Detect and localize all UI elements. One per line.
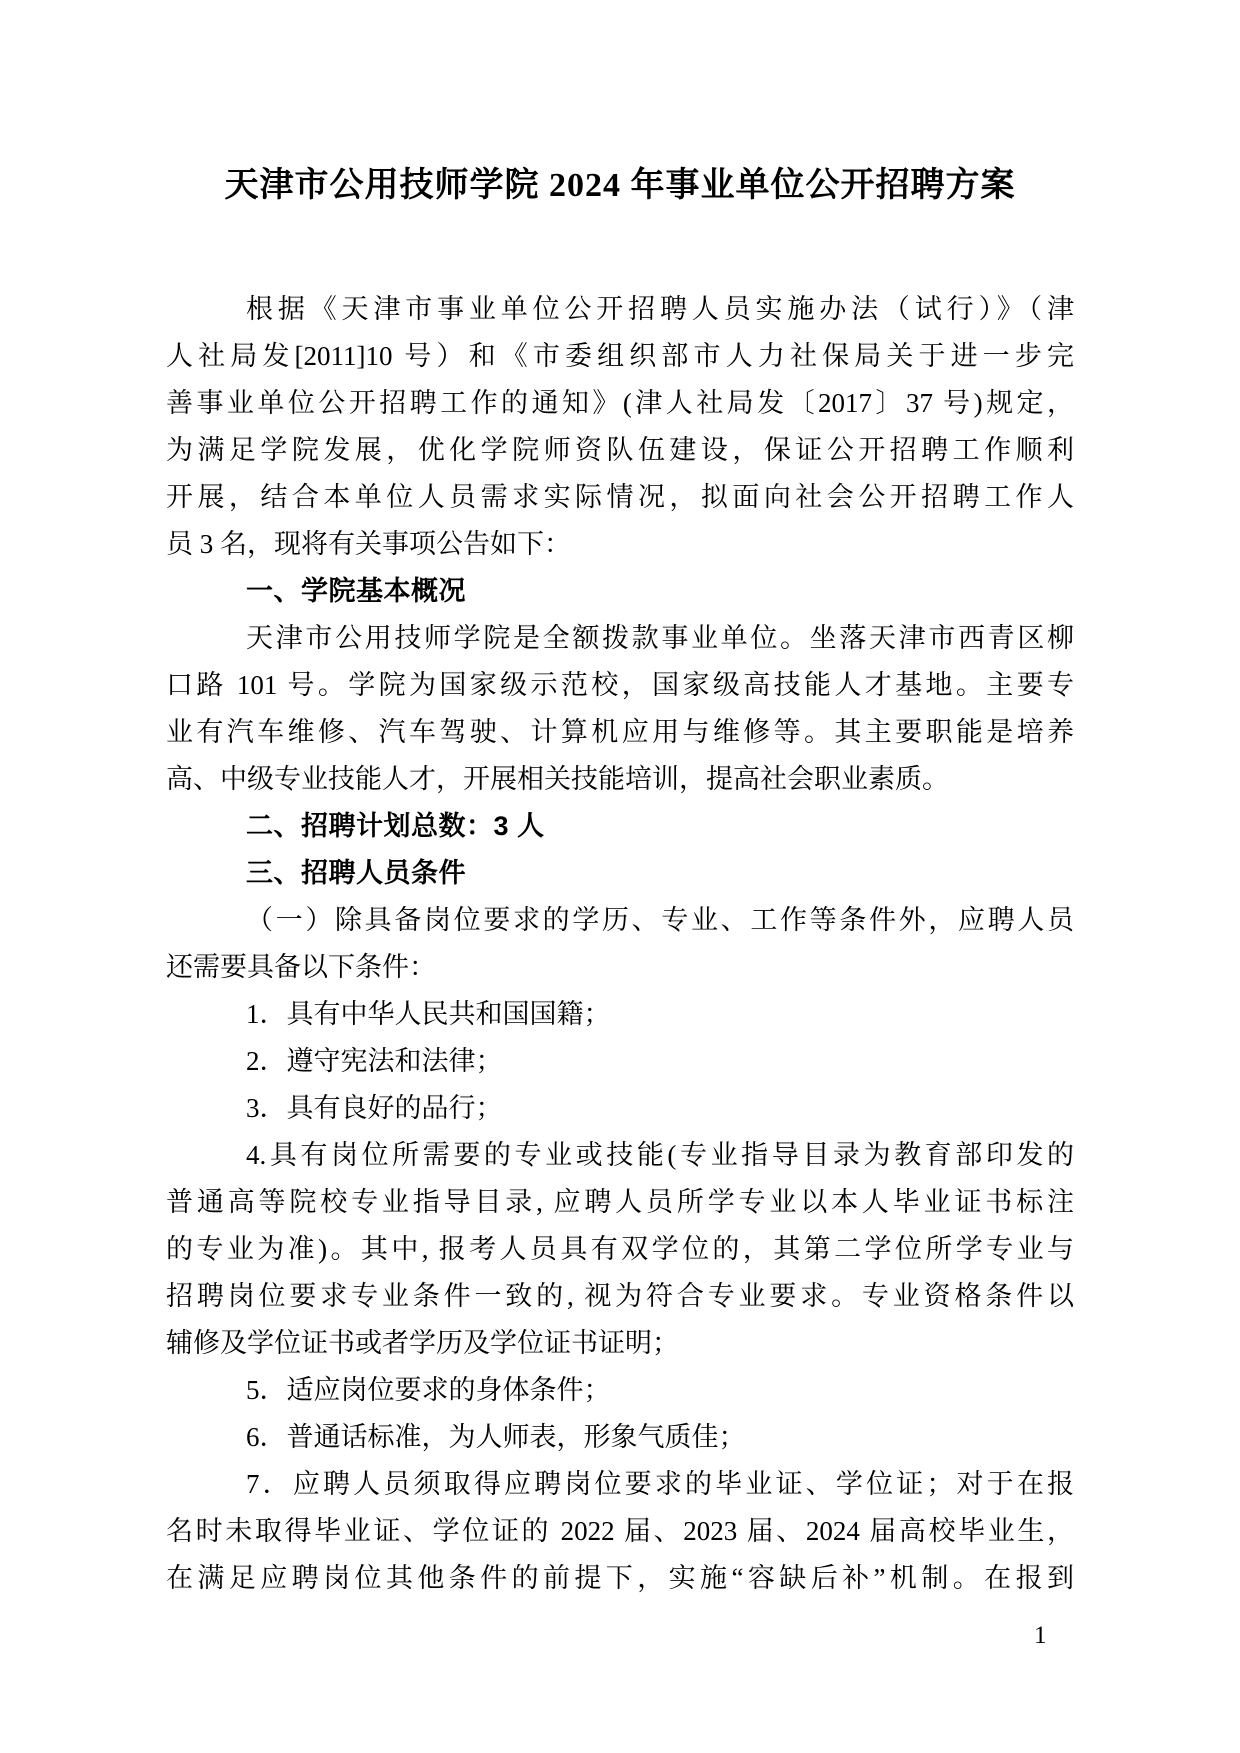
document-body (166, 286, 1074, 1602)
text-line: 辅修及学位证书或者学历及学位证书证明； (166, 1328, 679, 1358)
paragraph (166, 1132, 1074, 1367)
paragraph (166, 1414, 1074, 1461)
text-line: 在满足应聘岗位其他条件的前提下，实施“容缺后补”机制。在报到 (166, 1563, 1074, 1593)
text-line: 三、招聘人员条件 (246, 858, 466, 888)
text-line: 招聘岗位要求专业条件一致的, 视为符合专业要求。专业资格条件以 (166, 1281, 1074, 1311)
document-title: 天津市公用技师学院 2024 年事业单位公开招聘方案 (224, 167, 1016, 204)
paragraph (166, 1367, 1074, 1414)
text-line: 2．遵守宪法和法律； (246, 1046, 503, 1076)
text-line: 7．应聘人员须取得应聘岗位要求的毕业证、学位证；对于在报 (246, 1469, 1074, 1499)
text-line: 的专业为准)。其中, 报考人员具有双学位的，其第二学位所学专业与 (166, 1234, 1074, 1264)
text-line: 根据《天津市事业单位公开招聘人员实施办法（试行）》（津 (246, 294, 1074, 324)
text-line: 6．普通话标准，为人师表，形象气质佳； (246, 1422, 746, 1452)
text-line: 1．具有中华人民共和国国籍； (246, 999, 611, 1029)
text-line: 天津市公用技师学院是全额拨款事业单位。坐落天津市西青区柳 (246, 623, 1074, 653)
text-line: 善事业单位公开招聘工作的通知》(津人社局发〔2017〕37 号)规定， (166, 388, 1074, 418)
paragraph (166, 1038, 1074, 1085)
text-line: （一）除具备岗位要求的学历、专业、工作等条件外，应聘人员 (246, 905, 1074, 935)
section-heading (166, 850, 1074, 897)
text-line: 为满足学院发展，优化学院师资队伍建设，保证公开招聘工作顺利 (166, 435, 1074, 465)
text-line: 开展，结合本单位人员需求实际情况，拟面向社会公开招聘工作人 (166, 482, 1074, 512)
text-line: 5．适应岗位要求的身体条件； (246, 1375, 611, 1405)
text-line: 二、招聘计划总数：3 人 (246, 811, 545, 841)
text-line: 高、中级专业技能人才，开展相关技能培训，提高社会职业素质。 (166, 764, 949, 794)
text-line: 还需要具备以下条件： (166, 952, 436, 982)
text-line: 人社局发[2011]10 号）和《市委组织部市人力社保局关于进一步完 (166, 341, 1074, 371)
page-number: 1 (1034, 1622, 1047, 1649)
text-line: 业有汽车维修、汽车驾驶、计算机应用与维修等。其主要职能是培养 (166, 717, 1074, 747)
paragraph (166, 615, 1074, 803)
paragraph (166, 897, 1074, 991)
text-line: 3．具有良好的品行； (246, 1093, 503, 1123)
section-heading (166, 568, 1074, 615)
text-line: 4.具有岗位所需要的专业或技能(专业指导目录为教育部印发的 (246, 1140, 1074, 1170)
text-line: 普通高等院校专业指导目录, 应聘人员所学专业以本人毕业证书标注 (166, 1187, 1074, 1217)
paragraph (166, 1085, 1074, 1132)
paragraph (166, 991, 1074, 1038)
text-line: 员 3 名，现将有关事项公告如下： (166, 529, 571, 559)
text-line: 口路 101 号。学院为国家级示范校，国家级高技能人才基地。主要专 (166, 670, 1074, 700)
paragraph (166, 1461, 1074, 1602)
text-line: 一、学院基本概况 (246, 576, 466, 606)
paragraph (166, 286, 1074, 568)
text-line: 名时未取得毕业证、学位证的 2022 届、2023 届、2024 届高校毕业生， (166, 1516, 1074, 1546)
section-heading (166, 803, 1074, 850)
